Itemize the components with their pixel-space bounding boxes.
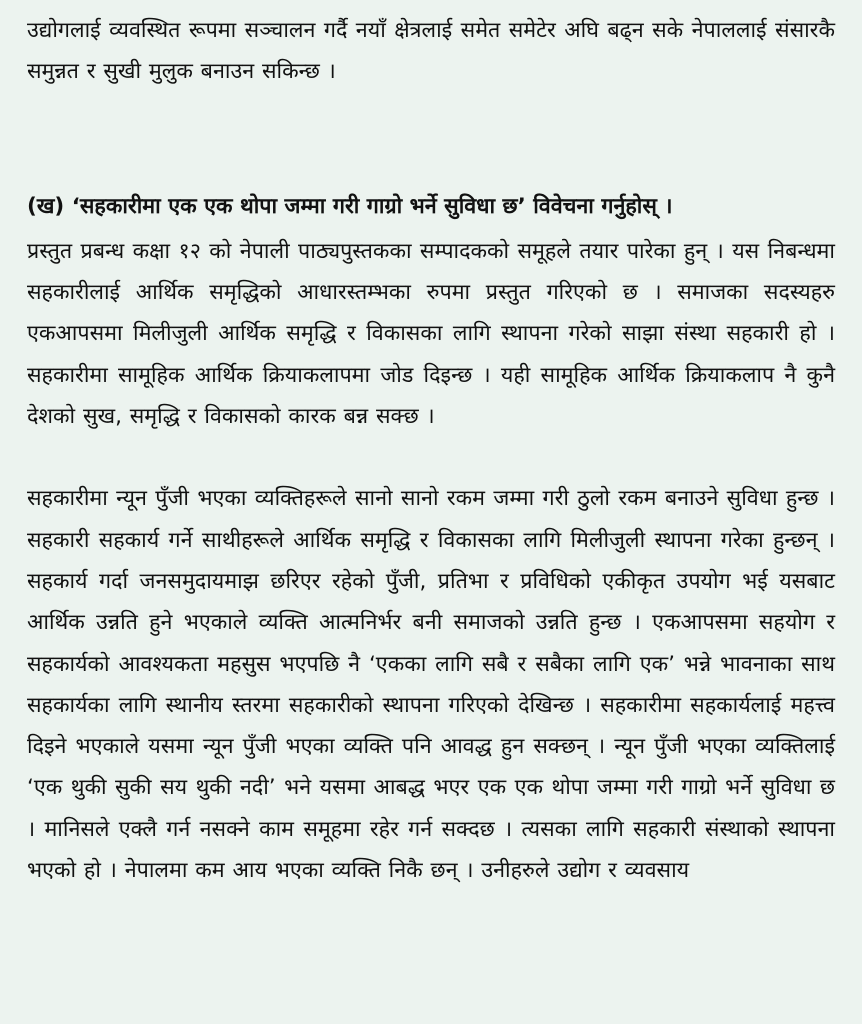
answer-paragraph-2: सहकारीमा न्यून पुँजी भएका व्यक्तिहरूले सानो सानो रकम जम्मा गरी ठुलो रकम बनाउने सुविधा हुन्छ । सहकारी सहकार्य गर्ने साथीहरूले आर्थिक समृद्धि र विकासका लागि मिलीजुली स्थापना गरेका हुन्छन् । सहकार्य गर्दा जनसमुदायमाझ छरिएर रहेको पुँजी, प्रतिभा र प्रविधिको एकीकृत उपयोग भई यसबाट आर्थिक उन्नति हुने भएकाले व्यक्ति आत्मनिर्भर बनी समाजको उन्नति हुन्छ । एकआपसमा सहयोग र सहकार्यको आवश्यकता महसुस भएपछि नै ‘एकका लागि सबै र सबैका लागि एक’ भन्ने भावनाका साथ सहकार्यका लागि स्थानीय स्तरमा सहकारीको स्थापना गरिएको देखिन्छ । सहकारीमा सहकार्यलाई महत्त्व दिइने भएकाले यसमा न्यून पुँजी भएका व्यक्ति पनि आवद्ध हुन सक्छन् । न्यून पुँजी भएका व्यक्तिलाई ‘एक थुकी सुकी सय थुकी नदी’ भने यसमा आबद्ध भएर एक एक थोपा जम्मा गरी गाग्रो भर्ने सुविधा छ । मानिसले एक्लै गर्न नसक्ने काम समूहमा रहेर गर्न सक्दछ । त्यसका लागि सहकारी संस्थाको स्थापना भएको हो । नेपालमा कम आय भएका व्यक्ति निकै छन् । उनीहरुले उद्योग र व्यवसाय [27, 486, 835, 884]
intro-paragraph: उद्योगलाई व्यवस्थित रूपमा सञ्चालन गर्दै नयाँ क्षेत्रलाई समेत समेटेर अघि बढ्न सके नेपाललाई संसारकै समुन्नत र सुखी मुलुक बनाउन सकिन्छ । [27, 18, 835, 85]
answer-paragraph-1: प्रस्तुत प्रबन्ध कक्षा १२ को नेपाली पाठ्यपुस्तकका सम्पादकको समूहले तयार पारेका हुन् । यस निबन्धमा सहकारीलाई आर्थिक समृद्धिको आधारस्तम्भका रुपमा प्रस्तुत गरिएको छ । समाजका सदस्यहरु एकआपसमा मिलीजुली आर्थिक समृद्धि र विकासका लागि स्थापना गरेको साझा संस्था सहकारी हो । सहकारीमा सामूहिक आर्थिक क्रियाकलापमा जोड दिइन्छ । यही सामूहिक आर्थिक क्रियाकलाप नै कुनै देशको सुख, समृद्धि र विकासको कारक बन्न सक्छ । [27, 238, 835, 430]
question-heading: (ख) ‘सहकारीमा एक एक थोपा जम्मा गरी गाग्रो भर्ने सुविधा छ’ विवेचना गर्नुहोस् । [27, 193, 673, 219]
